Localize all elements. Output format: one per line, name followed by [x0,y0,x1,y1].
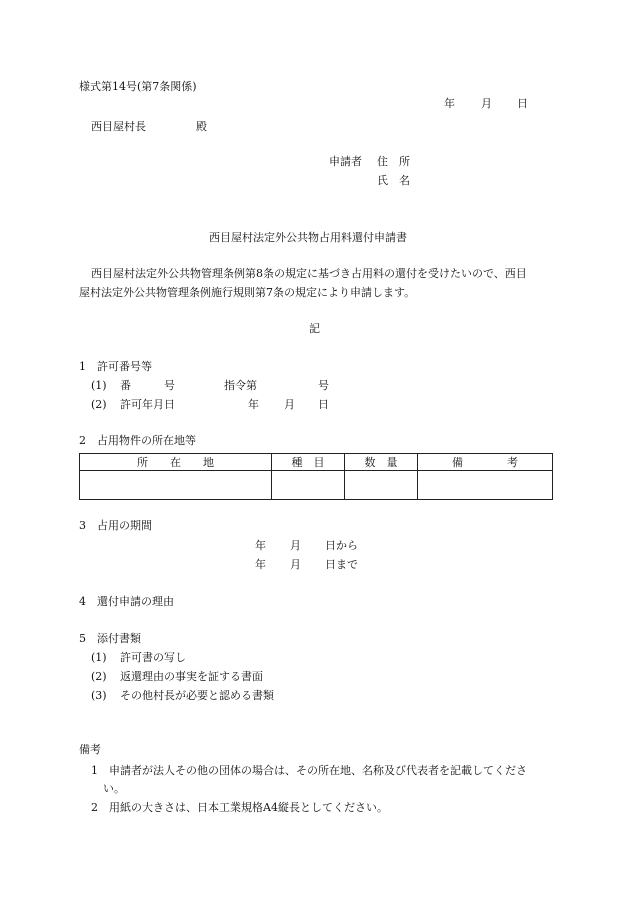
date-month: 月 [481,97,492,110]
section1-item2-number: (2) [91,398,107,411]
table-cell-location [80,471,272,500]
ki-heading: 記 [309,322,320,335]
section1-item1-number: (1) [91,379,107,392]
body-text-line-2: 屋村法定外公共物管理条例施行規則第7条の規定により申請します。 [79,286,416,299]
notes-heading: 備考 [79,743,101,756]
table-row [80,471,553,500]
section3-heading: 3 占用の期間 [79,519,152,532]
column-header-remarks: 備 考 [418,454,553,471]
section1-item1-suffix: 号 [318,379,329,392]
section5-heading: 5 添付書類 [79,632,141,645]
table-cell-remarks [418,471,553,500]
period-from-year: 年 [255,539,266,552]
attachment-2-text: 返還理由の事実を証する書面 [120,670,263,683]
section1-item2-year: 年 [248,398,259,411]
period-from-day: 日から [325,539,358,552]
section2-heading: 2 占用物件の所在地等 [79,434,196,447]
section4-heading: 4 還付申請の理由 [79,595,174,608]
section1-item1-label: 番 号 [120,379,175,392]
attachment-2-number: (2) [91,670,107,683]
table-cell-type [272,471,345,500]
document-title: 西目屋村法定外公共物占用料還付申請書 [209,231,407,244]
period-from-month: 月 [290,539,301,552]
attachment-3-number: (3) [91,689,107,702]
section1-item1-order: 指令第 [224,379,257,392]
addressee-honorific: 殿 [196,120,207,133]
table-header-row [80,454,553,471]
section1-item2-month: 月 [284,398,295,411]
attachment-1-text: 許可書の写し [120,651,186,664]
section1-item2-day: 日 [318,398,329,411]
note-1-line-1: 1 申請者が法人その他の団体の場合は、その所在地、名称及び代表者を記載してくださ [91,764,527,777]
section1-item2-label: 許可年月日 [120,398,175,411]
section1-heading: 1 許可番号等 [79,360,152,373]
attachment-3-text: その他村長が必要と認める書類 [120,689,274,702]
period-to-month: 月 [290,558,301,571]
addressee-name: 西目屋村長 [91,120,146,133]
column-header-type: 種 目 [272,454,345,471]
note-1-line-2: い。 [103,782,125,795]
attachment-1-number: (1) [91,651,107,664]
body-text-line-1: 西目屋村法定外公共物管理条例第8条の規定に基づき占用料の還付を受けたいので、西目 [91,267,527,280]
date-year: 年 [444,97,455,110]
date-day: 日 [517,97,528,110]
note-2: 2 用紙の大きさは、日本工業規格A4縦長としてください。 [91,801,388,814]
occupancy-table [79,453,553,500]
table-cell-quantity [345,471,418,500]
form-number: 様式第14号(第7条関係) [79,80,197,93]
applicant-name-label: 氏 名 [377,174,410,187]
column-header-location: 所 在 地 [80,454,272,471]
column-header-quantity: 数 量 [345,454,418,471]
period-to-year: 年 [255,558,266,571]
applicant-address-label: 住 所 [377,155,410,168]
period-to-day: 日まで [325,558,358,571]
applicant-label: 申請者 [329,155,362,168]
